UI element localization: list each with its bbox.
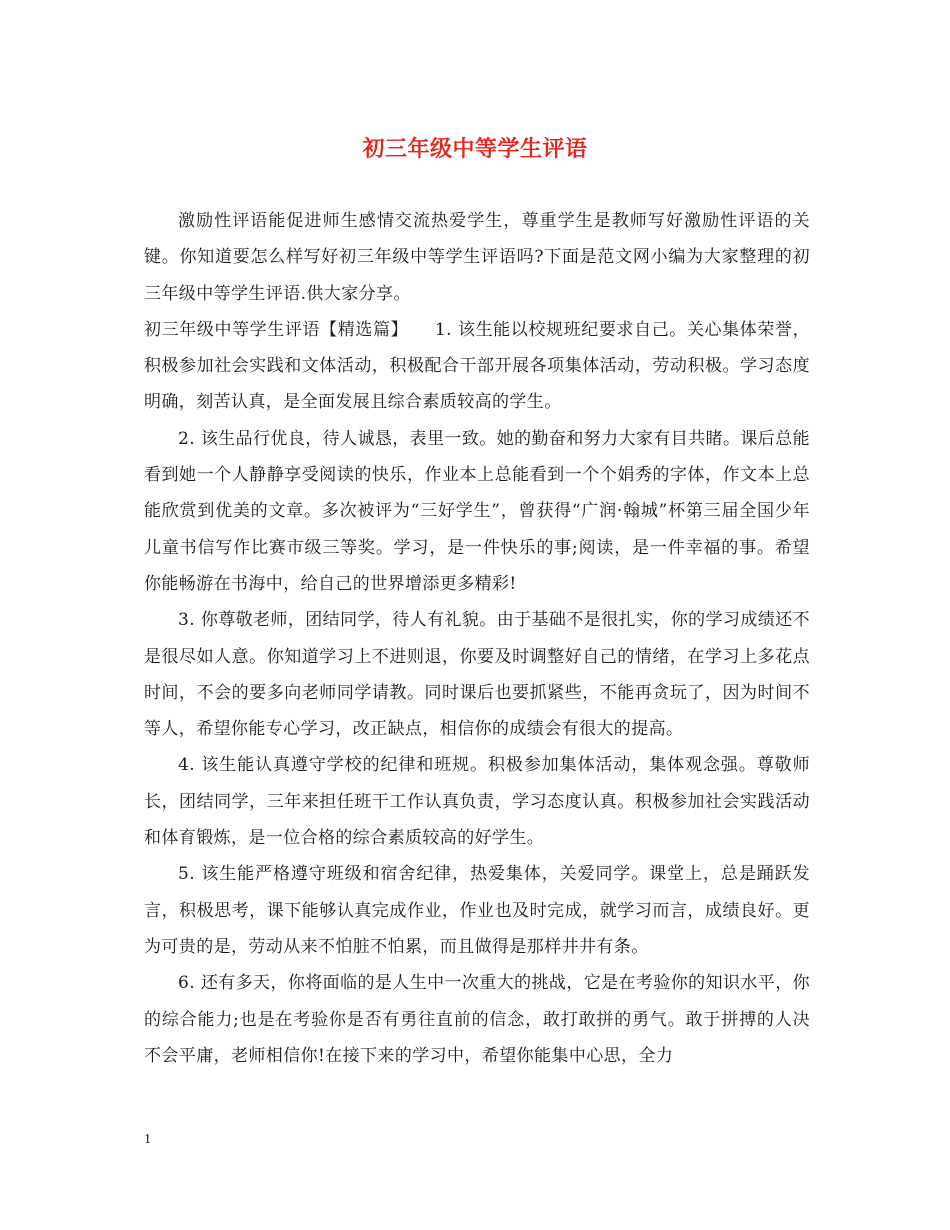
comment-paragraph-5: 5. 该生能严格遵守班级和宿舍纪律，热爱集体，关爱同学。课堂上，总是踊跃发言，积极思考，课下能够认真完成作业，作业也及时完成，就学习而言，成绩良好。更为可贵的是，劳动从来不怕脏不怕累，而且做得是那样井井有条。 bbox=[144, 864, 810, 957]
comment-paragraph-4: 4. 该生能认真遵守学校的纪律和班规。积极参加集体活动，集体观念强。尊敬师长，团结同学，三年来担任班干工作认真负责，学习态度认真。积极参加社会实践活动和体育锻炼，是一位合格的综合素质较高的好学生。 bbox=[144, 755, 810, 849]
intro-paragraph: 激励性评语能促进师生感情交流热爱学生，尊重学生是教师写好激励性评语的关键。你知道要怎么样写好初三年级中等学生评语吗?下面是范文网小编为大家整理的初三年级中等学生评语.供大家分享。 bbox=[144, 211, 810, 304]
document-body bbox=[144, 203, 810, 1074]
comment-paragraph-2: 2. 该生品行优良，待人诚恳，表里一致。她的勤奋和努力大家有目共睹。课后总能看到她一个人静静享受阅读的快乐，作业本上总能看到一个个娟秀的字体，作文本上总能欣赏到优美的文章。多次被评为“三好学生”，曾获得“广润·翰城”杯第三届全国少年儿童书信写作比赛市级三等奖。学习，是一件快乐的事;阅读，是一件幸福的事。希望你能畅游在书海中，给自己的世界增添更多精彩! bbox=[144, 428, 810, 594]
comment-paragraph-6: 6. 还有多天，你将面临的是人生中一次重大的挑战，它是在考验你的知识水平，你的综合能力;也是在考验你是否有勇往直前的信念，敢打敢拼的勇气。敢于拼搏的人决不会平庸，老师相信你!在接下来的学习中，希望你能集中心思，全力 bbox=[144, 973, 810, 1066]
comment-paragraph-3: 3. 你尊敬老师，团结同学，待人有礼貌。由于基础不是很扎实，你的学习成绩还不是很尽如人意。你知道学习上不进则退，你要及时调整好自己的情绪，在学习上多花点时间，不会的要多向老师同学请教。同时课后也要抓紧些，不能再贪玩了，因为时间不等人，希望你能专心学习，改正缺点，相信你的成绩会有很大的提高。 bbox=[144, 610, 810, 740]
comment-paragraph-1: 初三年级中等学生评语【精选篇】 1. 该生能以校规班纪要求自己。关心集体荣誉，积极参加社会实践和文体活动，积极配合干部开展各项集体活动，劳动积极。学习态度明确，刻苦认真，是全面发展且综合素质较高的学生。 bbox=[144, 319, 810, 413]
page-title: 初三年级中等学生评语 bbox=[362, 137, 588, 162]
page-number: 1 bbox=[144, 1132, 151, 1147]
